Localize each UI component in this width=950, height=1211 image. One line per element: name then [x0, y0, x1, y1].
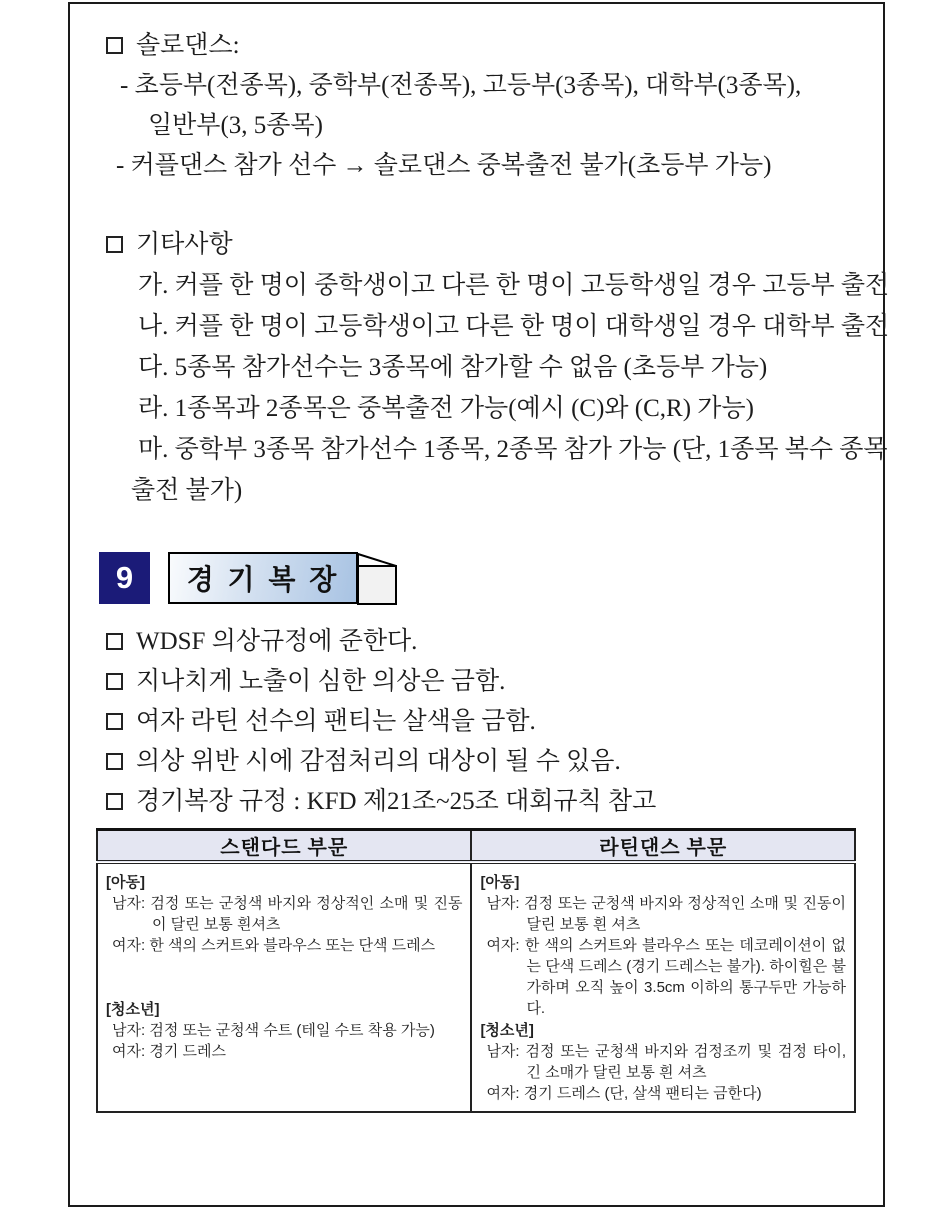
solo-dance-heading-label: 솔로댄스: [136, 32, 240, 59]
dress-rule-text: 지나치게 노출이 심한 의상은 금함. [136, 668, 506, 695]
dress-rule [106, 742, 656, 782]
checkbox-icon [106, 753, 123, 770]
standard-cell [97, 862, 471, 1112]
etc-item: 가. 커플 한 명이 중학생이고 다른 한 명이 고등학생일 경우 고등부 출전 [138, 272, 890, 299]
dress-spec-row [112, 893, 462, 935]
dress-spec-row [112, 935, 462, 956]
etc-section [106, 224, 889, 511]
solo-dance-section [106, 26, 801, 186]
dress-rule [106, 622, 656, 662]
document-page [68, 2, 890, 1207]
dress-spec-row [486, 1041, 846, 1083]
table-header-row [97, 830, 855, 863]
etc-item: 마. 중학부 3종목 참가선수 1종목, 2종목 참가 가능 (단, 1종목 복수 종목 [138, 436, 888, 463]
age-group-label: [청소년] [480, 1022, 534, 1039]
dress-spec-row [486, 935, 846, 1019]
age-group-label: [아동] [106, 874, 145, 891]
checkbox-icon [106, 713, 123, 730]
who-label: 여자: [112, 1043, 146, 1060]
checkbox-icon [106, 37, 123, 54]
etc-item-continuation: 출전 불가) [131, 477, 243, 504]
who-label: 남자: [486, 1043, 520, 1060]
checkbox-icon [106, 236, 123, 253]
dress-spec-row [486, 893, 846, 935]
spec-text: 경기 드레스 [149, 1043, 226, 1060]
who-label: 여자: [486, 937, 520, 954]
spec-text: 경기 드레스 (단, 살색 팬티는 금한다) [523, 1085, 762, 1102]
dress-rule [106, 662, 656, 702]
dress-rule-text: 경기복장 규정 : KFD 제21조~25조 대회규칙 참고 [136, 788, 657, 815]
column-header-standard: 스탠다드 부문 [97, 830, 471, 863]
who-label: 여자: [486, 1085, 520, 1102]
spec-text: 검정 또는 군청색 바지와 정상적인 소매 및 진동이 달린 보통 흰셔츠 [150, 895, 463, 933]
banner-fold-ribbon-icon [357, 552, 399, 606]
who-label: 여자: [112, 937, 146, 954]
solo-dance-couple-rule: - 커플댄스 참가 선수 → 솔로댄스 중복출전 불가(초등부 가능) [116, 152, 772, 179]
dress-spec-row [112, 1041, 462, 1062]
dress-rule-text: 여자 라틴 선수의 팬티는 살색을 금함. [136, 708, 536, 735]
column-header-latin: 라틴댄스 부문 [471, 830, 855, 863]
age-group-label: [아동] [480, 874, 520, 891]
spec-text: 검정 또는 군청색 바지와 정상적인 소매 및 진동이 달린 보통 흰 셔츠 [524, 895, 846, 933]
etc-item: 라. 1종목과 2종목은 중복출전 가능(예시 (C)와 (C,R) 가능) [138, 395, 754, 422]
dress-code-table [96, 828, 856, 1113]
etc-heading [106, 224, 889, 265]
dress-rule [106, 782, 656, 822]
dress-rule-text: WDSF 의상규정에 준한다. [136, 628, 418, 655]
spec-text: 검정 또는 군청색 수트 (테일 수트 착용 가능) [149, 1022, 435, 1039]
solo-dance-divisions-line2: 일반부(3, 5종목) [148, 112, 323, 139]
who-label: 남자: [486, 895, 520, 912]
section-number-badge: 9 [99, 552, 150, 604]
section-title-banner: 경 기 복 장 [168, 552, 358, 604]
etc-item: 나. 커플 한 명이 고등학생이고 다른 한 명이 대학생일 경우 대학부 출전 [138, 313, 890, 340]
dress-spec-row [112, 1020, 462, 1041]
etc-heading-label: 기타사항 [136, 231, 233, 258]
dress-spec-row [486, 1083, 846, 1104]
spec-text: 한 색의 스커트와 블라우스 또는 데코레이션이 없는 단색 드레스 (경기 드레스는 불가). 하이힐은 불가하며 오직 높이 3.5cm 이하의 통구두만 가능하다. [524, 937, 846, 1017]
who-label: 남자: [112, 1022, 146, 1039]
table-body-row [97, 862, 855, 1112]
checkbox-icon [106, 673, 123, 690]
dress-rules-list [106, 622, 656, 822]
age-group-label: [청소년] [106, 1001, 160, 1018]
dress-rule [106, 702, 656, 742]
checkbox-icon [106, 793, 123, 810]
dress-rule-text: 의상 위반 시에 감점처리의 대상이 될 수 있음. [136, 748, 621, 775]
latin-cell [471, 862, 855, 1112]
solo-dance-heading [106, 26, 801, 66]
who-label: 남자: [112, 895, 146, 912]
checkbox-icon [106, 633, 123, 650]
spec-text: 검정 또는 군청색 바지와 검정조끼 및 검정 타이, 긴 소매가 달린 보통 흰 셔츠 [525, 1043, 847, 1081]
etc-item: 다. 5종목 참가선수는 3종목에 참가할 수 없음 (초등부 가능) [138, 354, 768, 381]
spec-text: 한 색의 스커트와 블라우스 또는 단색 드레스 [149, 937, 436, 954]
solo-dance-divisions-line1: - 초등부(전종목), 중학부(전종목), 고등부(3종목), 대학부(3종목), [120, 72, 802, 99]
